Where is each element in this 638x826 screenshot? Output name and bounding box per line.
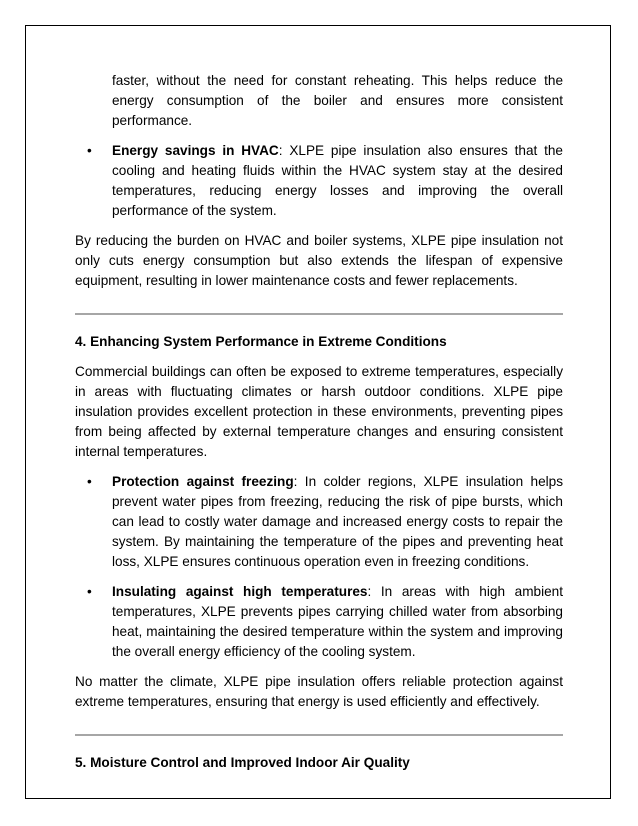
section3-bullet-list	[75, 141, 563, 221]
bullet-lead-text: Insulating against high temperatures	[112, 584, 368, 599]
section4-bullet-list	[75, 472, 563, 662]
section4-summary-paragraph: No matter the climate, XLPE pipe insulation offers reliable protection against extreme temperatures, ensuring that energy is used efficiently and effectively.	[75, 674, 563, 709]
list-item	[75, 472, 563, 572]
bullet-body-text: : In areas with high ambient temperatures, XLPE prevents pipes carrying chilled water from absorbing heat, maintaining the desired temperature within the system and improving the overall energy efficiency of the cooling system.	[112, 584, 563, 659]
section3-summary-paragraph: By reducing the burden on HVAC and boiler systems, XLPE pipe insulation not only cuts energy consumption but also extends the lifespan of expensive equipment, resulting in lower maintenance costs and fewer replacements.	[75, 233, 563, 288]
section4-intro-paragraph: Commercial buildings can often be exposed to extreme temperatures, especially in areas with fluctuating climates or harsh outdoor conditions. XLPE pipe insulation provides excellent protection in these environments, preventing pipes from being affected by external temperature changes and ensuring consistent internal temperatures.	[75, 364, 563, 459]
continued-list-item-text: faster, without the need for constant reheating. This helps reduce the energy consumption of the boiler and ensures more consistent performance.	[112, 73, 563, 128]
bullet-lead-text: Energy savings in HVAC	[112, 143, 279, 158]
bullet-icon: •	[87, 584, 92, 599]
section-divider	[75, 313, 563, 315]
bullet-body-text: : In colder regions, XLPE insulation helps prevent water pipes from freezing, reducing the risk of pipe bursts, which can lead to costly water damage and increased energy costs to repair the system. By maintaining the temperature of the pipes and preventing heat loss, XLPE ensures continuous operation even in freezing conditions.	[112, 474, 564, 569]
bullet-body-text: : XLPE pipe insulation also ensures that the cooling and heating fluids within the HVAC system stay at the desired temperatures, reducing energy losses and improving the overall performance of the system.	[112, 143, 563, 218]
document-content	[75, 71, 563, 783]
section-divider	[75, 734, 563, 736]
bullet-lead-text: Protection against freezing	[112, 474, 294, 489]
section4-heading: 4. Enhancing System Performance in Extreme Conditions	[75, 334, 447, 349]
bullet-icon: •	[87, 474, 92, 489]
bullet-icon: •	[87, 143, 92, 158]
section5-heading: 5. Moisture Control and Improved Indoor Air Quality	[75, 755, 410, 770]
list-item	[75, 141, 563, 221]
list-item	[75, 582, 563, 662]
